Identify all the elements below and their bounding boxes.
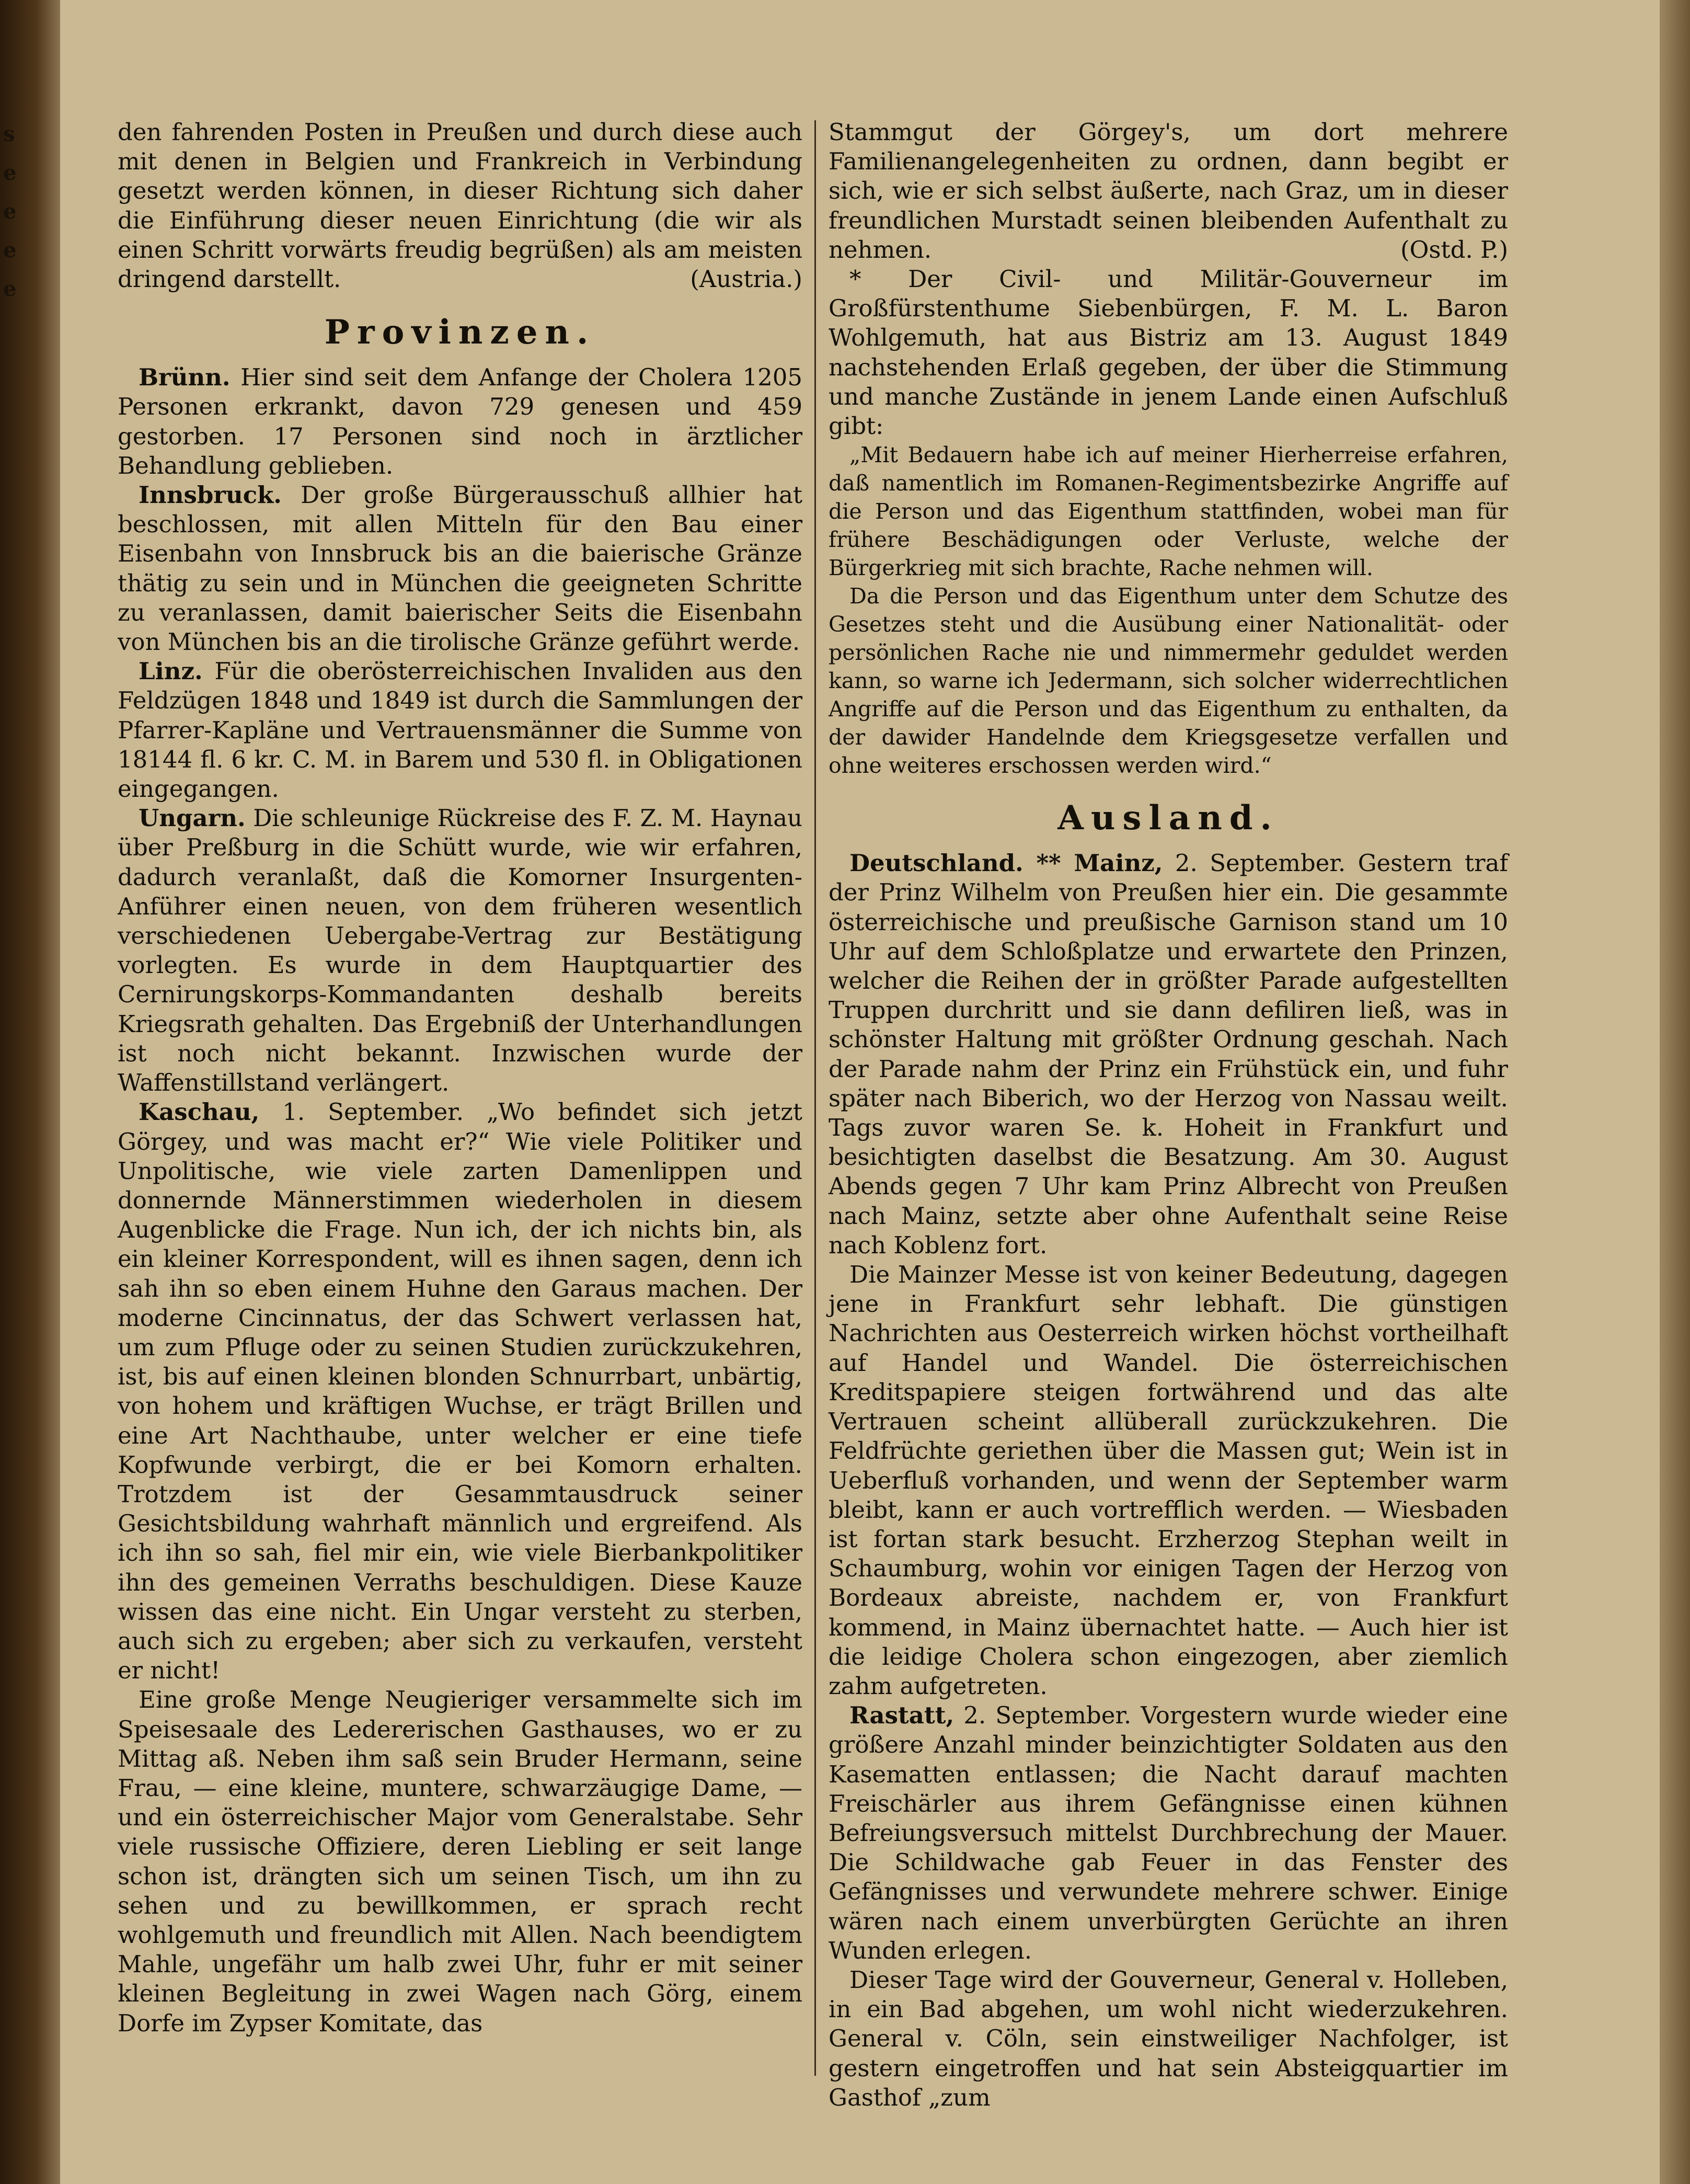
dateline-place: Kaschau, [139,1098,260,1126]
source-attribution: (Ostd. P.) [1400,235,1508,264]
article-text: Eine große Menge Neugieriger versammelte sich im Speisesaale des Ledererischen Gasthauses, wo er zu Mittag aß. Neben ihm saß sein Bruder Hermann, seine Frau, — eine kleine, muntere, schwarzäugige Dame, — und ein österreichischer Major vom Generalstabe. Sehr viele russische Offiziere, deren Liebling er seit lange schon ist, drängten sich um seinen Tisch, um ihn zu sehen und zu bewillkommen, er sprach recht wohlgemuth und freundlich mit Allen. Nach beendigtem Mahle, ungefähr um halb zwei Uhr, fuhr er mit seiner kleinen Begleitung in zwei Wagen nach Görg, einem Dorfe im Zypser Komitate, das [118,1686,802,2037]
right-column [829,118,1508,2112]
binding-gutter [0,0,60,2184]
article [829,1965,1508,2112]
section-heading: Provinzen. [324,313,596,352]
intro-paragraph [118,118,802,294]
decree-intro: * Der Civil- und Militär-Gouverneur im Großfürstenthume Siebenbürgen, F. M. L. Baron Wohlgemuth, hat aus Bistriz am 13. August 1849 nachstehenden Erlaß gegeben, der über die Stimmung und manche Zustände in jenem Lande einen Aufschluß gibt: [829,265,1508,440]
dateline-place: Deutschland. ** Mainz, [849,849,1163,877]
gutter-letter: s [3,122,15,146]
gutter-letter: e [3,277,17,301]
gutter-letter: e [3,161,17,185]
article-text: Die schleunige Rückreise des F. Z. M. Haynau über Preßburg in die Schütt wurde, wie wir erfahren, dadurch veranlaßt, daß die Komorner Insurgenten-Anführer einen neuen, von dem früheren wesentlich verschiedenen Uebergabe-Vertrag zur Bestätigung vorlegten. Es wurde in dem Hauptquartier des Cernirungskorps-Kommandanten deshalb bereits Kriegsrath gehalten. Das Ergebniß der Unterhandlungen ist noch nicht bekannt. Inzwischen wurde der Waffenstillstand verlängert. [118,804,802,1097]
article [118,363,802,481]
article-text: Für die oberösterreichischen Invaliden aus den Feldzügen 1848 und 1849 ist durch die Sammlungen der Pfarrer-Kapläne und Vertrauensmänner die Summe von 18144 fl. 6 kr. C. M. in Barem und 530 fl. in Obligationen eingegangen. [118,657,802,803]
quote-paragraph: „Mit Bedauern habe ich auf meiner Hierherreise erfahren, daß namentlich im Romanen-Regimentsbezirke Angriffe auf die Person und das Eigenthum stattfinden, wobei man für frühere Beschädigungen oder Verluste, welche der Bürgerkrieg mit sich brachte, Rache nehmen will. [829,442,1508,581]
article-text: 1. September. „Wo befindet sich jetzt Görgey, und was macht er?“ Wie viele Politiker und Unpolitische, wie viele zarten Damenlippen und donnernde Männerstimmen wiederholen in diesem Augenblicke die Frage. Nun ich, der ich nichts bin, als ein kleiner Korrespondent, will es ihnen sagen, denn ich sah ihn so eben einem Huhne den Garaus machen. Der moderne Cincinnatus, der das Schwert verlassen hat, um zum Pfluge oder zu seinen Studien zurückzukehren, ist, bis auf einen kleinen blonden Schnurrbart, unbärtig, von hohem und kräftigen Wuchse, er trägt Brillen und eine Art Nachthaube, unter welcher er eine tiefe Kopfwunde verbirgt, die er bei Komorn erhalten. Trotzdem ist der Gesammtausdruck seiner Gesichtsbildung wahrhaft männlich und ergreifend. Als ich ihn so sah, fiel mir ein, wie viele Bierbankpolitiker ihn des gemeinen Verraths beschuldigen. Diese Kauze wissen das eine nicht. Ein Ungar versteht zu sterben, auch sich zu ergeben; aber sich zu verkaufen, versteht er nicht! [118,1098,802,1685]
article-text: Die Mainzer Messe ist von keiner Bedeutung, dagegen jene in Frankfurt sehr lebhaft. Die günstigen Nachrichten aus Oesterreich wirken höchst vortheilhaft auf Handel und Wandel. Die österreichischen Kreditspapiere steigen fortwährend und das alte Vertrauen scheint allüberall zurückzukehren. Die Feldfrüchte geriethen über die Massen gut; Wein ist in Ueberfluß vorhanden, und wenn der September warm bleibt, kann er auch vortrefflich werden. — Wiesbaden ist fortan stark besucht. Erzherzog Stephan weilt in Schaumburg, wohin vor einigen Tagen der Herzog von Bordeaux abreiste, nachdem er, von Frankfurt kommend, in Mainz übernachtet hatte. — Auch hier ist die leidige Cholera schon eingezogen, aber ziemlich zahm aufgetreten. [829,1261,1508,1700]
column-rule [814,120,816,2076]
intro-text: Stammgut der Görgey's, um dort mehrere Familienangelegenheiten zu ordnen, dann begibt er sich, wie er sich selbst äußerte, nach Graz, um in dieser freundlichen Murstadt seinen bleibenden Aufenthalt zu nehmen. [829,118,1508,264]
section-heading: Ausland. [1057,798,1279,838]
intro-text: den fahrenden Posten in Preußen und durch diese auch mit denen in Belgien und Frankreich in Verbindung gesetzt werden können, in dieser Richtung sich daher die Einführung dieser neuen Einrichtung (die wir als einen Schritt vorwärts freudig begrüßen) als am meisten dringend darstellt. [118,118,802,293]
article [829,849,1508,1260]
dateline-place: Innsbruck. [139,481,282,509]
article [118,657,802,804]
article-text: Der große Bürgerausschuß allhier hat beschlossen, mit allen Mitteln für den Bau einer Eisenbahn von Innsbruck bis an die baierische Gränze thätig zu sein und in München die geeigneten Schritte zu veranlassen, damit baierischer Seits die Eisenbahn von München bis an die tirolische Gränze geführt werde. [118,481,802,656]
quote-paragraph: Da die Person und das Eigenthum unter dem Schutze des Gesetzes steht und die Ausübung einer Nationalität- oder persönlichen Rache nie und nimmermehr geduldet werden kann, so warne ich Jedermann, sich solcher widerrechtlichen Angriffe auf die Person und das Eigenthum zu enthalten, da der dawider Handelnde dem Kriegsgesetze verfallen und ohne weiteres erschossen werden wird.“ [829,584,1508,779]
article [829,1260,1508,1701]
left-column [118,118,802,2038]
article [118,1097,802,1685]
dateline-place: Rastatt, [849,1701,955,1730]
gutter-letter: e [3,238,17,262]
article-text: 2. September. Vorgestern wurde wieder eine größere Anzahl minder beinzichtigter Soldaten aus den Kasematten entlassen; die Nacht darauf machten Freischärler aus ihrem Gefängnisse einen kühnen Befreiungsversuch mittelst Durchbrechung der Mauer. Die Schildwache gab Feuer in das Fenster des Gefängnisses und verwundete mehrere schwer. Einige wären nach einem unverbürgten Gerüchte an ihren Wunden erlegen. [829,1701,1508,1964]
dateline-place: Linz. [139,657,203,685]
article-text: 2. September. Gestern traf der Prinz Wilhelm von Preußen hier ein. Die gesammte österreichische und preußische Garnison stand um 10 Uhr auf dem Schloßplatze und erwartete den Prinzen, welcher die Reihen der in größter Parade aufgestellten Truppen durchritt und sie dann defiliren ließ, was in schönster Haltung mit größter Ordnung geschah. Nach der Parade nahm der Prinz ein Frühstück ein, und fuhr später nach Biberich, wo der Herzog von Nassau weilt. Tags zuvor waren Se. k. Hoheit in Frankfurt und besichtigten daselbst die Besatzung. Am 30. August Abends gegen 7 Uhr kam Prinz Albrecht von Preußen nach Mainz, setzte aber ohne Aufenthalt seine Reise nach Koblenz fort. [829,849,1508,1259]
article [118,1685,802,2038]
adjacent-page-fragment [3,115,16,308]
article-text: Hier sind seit dem Anfange der Cholera 1205 Personen erkrankt, davon 729 genesen und 459 gestorben. 17 Personen sind noch in ärztlicher Behandlung geblieben. [118,363,802,479]
page-edge [1660,0,1690,2184]
gutter-letter: e [3,199,17,224]
article [829,1701,1508,1965]
source-attribution: (Austria.) [690,265,802,293]
article-text: Dieser Tage wird der Gouverneur, General v. Holleben, in ein Bad abgehen, um wohl nicht wiederzukehren. General v. Cöln, sein einstweiliger Nachfolger, ist gestern eingetroffen und hat sein Absteigquartier im Gasthof „zum [829,1965,1508,2111]
dateline-place: Brünn. [139,363,231,392]
dateline-place: Ungarn. [139,804,246,832]
intro-paragraph [829,118,1508,265]
article [118,804,802,1097]
decree-quote [829,441,1508,780]
article [118,481,802,657]
